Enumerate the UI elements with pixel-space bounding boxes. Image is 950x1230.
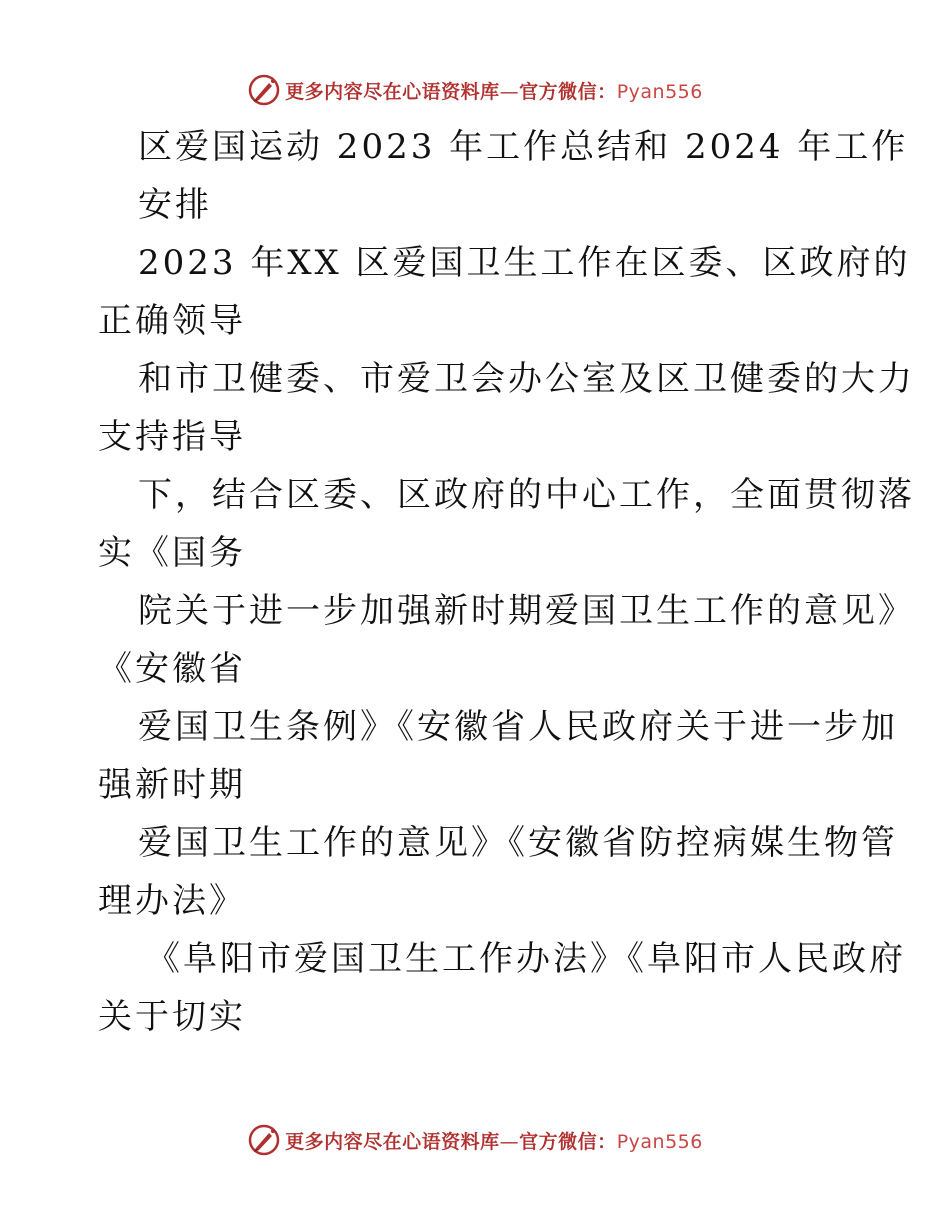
paragraph-line: 正确领导 xyxy=(98,301,246,341)
footer-watermark xyxy=(0,1122,950,1158)
title-line: 区爱国运动 2023 年工作总结和 2024 年工作 xyxy=(138,127,909,167)
document-body xyxy=(98,118,915,1046)
watermark-text: 更多内容尽在心语资料库—官方微信：Pyan556 xyxy=(285,1130,703,1153)
paragraph-line: 关于切实 xyxy=(98,997,246,1037)
pen-logo-icon xyxy=(247,1123,281,1157)
paragraph-line: 强新时期 xyxy=(98,765,246,805)
paragraph-line: 实《国务 xyxy=(98,533,246,573)
header-watermark xyxy=(0,72,950,108)
pen-logo-icon xyxy=(247,73,281,107)
title-line: 安排 xyxy=(138,185,212,225)
paragraph-line: 院关于进一步加强新时期爱国卫生工作的意见》 xyxy=(138,591,915,631)
paragraph-line: 下，结合区委、区政府的中心工作，全面贯彻落 xyxy=(138,475,915,515)
paragraph-line: 支持指导 xyxy=(98,417,246,457)
paragraph-line: 和市卫健委、市爱卫会办公室及区卫健委的大力 xyxy=(138,359,915,399)
paragraph-line: 爱国卫生条例》《安徽省人民政府关于进一步加 xyxy=(138,707,898,747)
paragraph-line: 《安徽省 xyxy=(98,649,246,689)
paragraph-line: 理办法》 xyxy=(98,881,246,921)
paragraph-line: 爱国卫生工作的意见》《安徽省防控病媒生物管 xyxy=(138,823,898,863)
paragraph-line: 2023 年XX 区爱国卫生工作在区委、区政府的 xyxy=(138,243,911,283)
watermark-text: 更多内容尽在心语资料库—官方微信：Pyan556 xyxy=(285,80,703,103)
paragraph-line: 《阜阳市爱国卫生工作办法》《阜阳市人民政府 xyxy=(146,939,906,979)
